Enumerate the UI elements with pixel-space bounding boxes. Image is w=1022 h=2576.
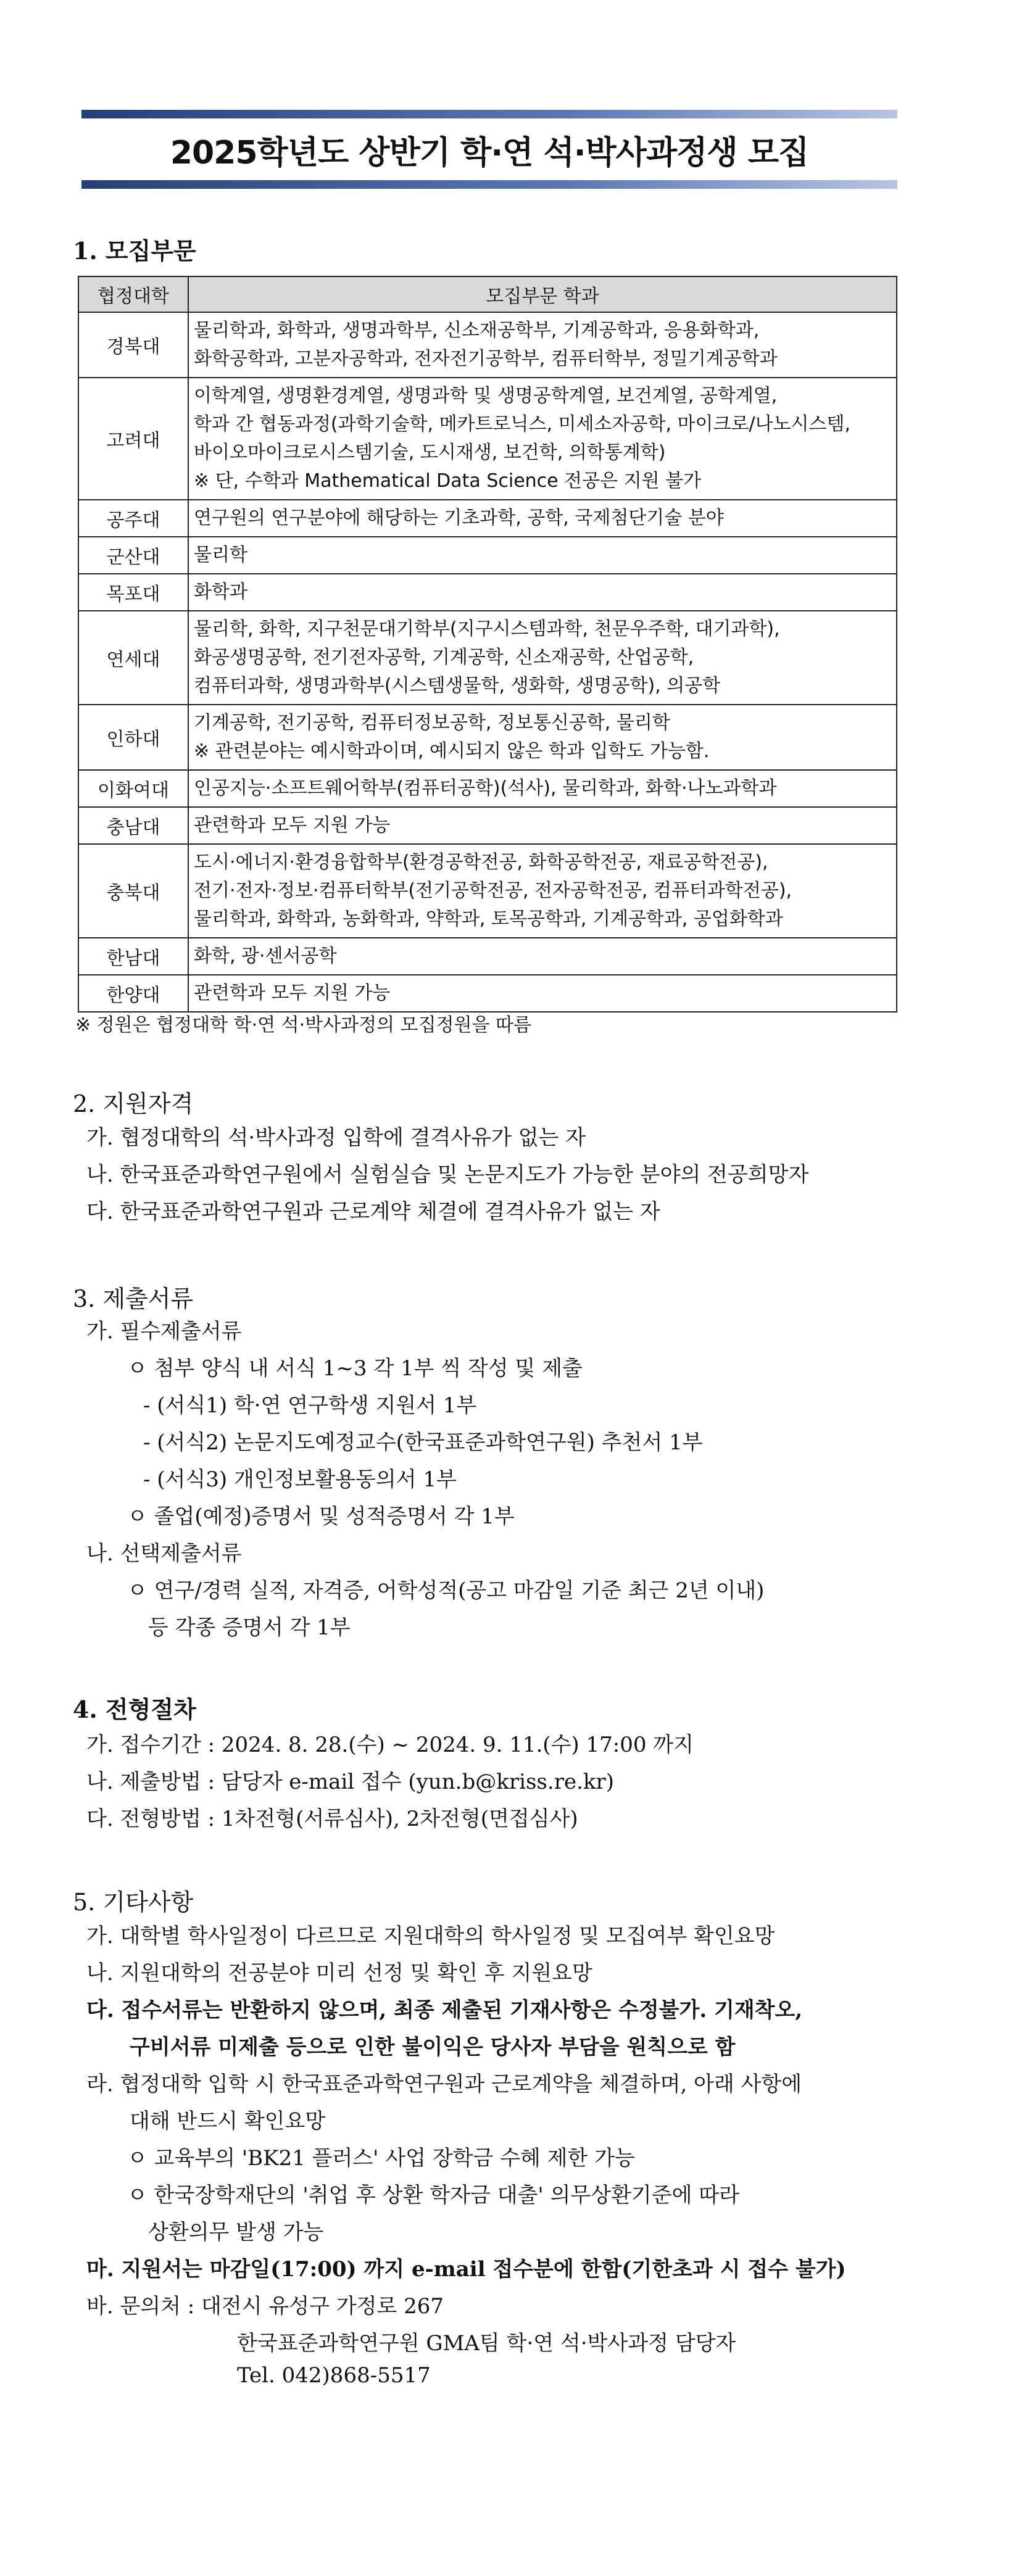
misc-line: 마. 지원서는 마감일(17:00) 까지 e-mail 접수분에 한함(기한초과 시 접수 불가) bbox=[86, 2257, 846, 2282]
procedure-line: 나. 제출방법 : 담당자 e-mail 접수 (yun.b@kriss.re.kr) bbox=[86, 1770, 614, 1794]
department-line: 물리학과, 화학과, 생명과학부, 신소재공학부, 기계공학과, 응용화학과, bbox=[194, 320, 760, 341]
misc-line: 가. 대학별 학사일정이 다르므로 지원대학의 학사일정 및 모집여부 확인요망 bbox=[86, 1924, 775, 1949]
university-cell: 인하대 bbox=[78, 705, 188, 770]
table-row bbox=[78, 378, 897, 500]
title-bar-top bbox=[81, 110, 897, 118]
recruit-table bbox=[78, 276, 897, 1013]
departments-cell bbox=[188, 378, 897, 500]
university-cell: 고려대 bbox=[78, 378, 188, 500]
misc-line: ㅇ 교육부의 'BK21 플러스' 사업 장학금 수혜 제한 가능 bbox=[127, 2146, 635, 2171]
university-cell: 충북대 bbox=[78, 844, 188, 938]
university-cell: 군산대 bbox=[78, 537, 188, 574]
departments-cell bbox=[188, 975, 897, 1012]
table-row bbox=[78, 705, 897, 770]
section1-heading: 1. 모집부문 bbox=[73, 237, 196, 265]
table-row bbox=[78, 844, 897, 938]
recruit-table-body bbox=[78, 312, 897, 1012]
table-row bbox=[78, 500, 897, 537]
department-line: 연구원의 연구분야에 해당하는 기초과학, 공학, 국제첨단기술 분야 bbox=[194, 507, 724, 529]
table-row bbox=[78, 807, 897, 844]
table-row bbox=[78, 574, 897, 611]
table-row bbox=[78, 611, 897, 705]
table-row bbox=[78, 938, 897, 975]
university-cell: 공주대 bbox=[78, 500, 188, 537]
department-line: 기계공학, 전기공학, 컴퓨터정보공학, 정보통신공학, 물리학 bbox=[194, 712, 670, 734]
section5-heading: 5. 기타사항 bbox=[73, 1889, 194, 1916]
misc-line: 나. 지원대학의 전공분야 미리 선정 및 확인 후 지원요망 bbox=[86, 1961, 592, 1986]
department-line: 관련학과 모두 지원 가능 bbox=[194, 982, 391, 1004]
university-cell: 한남대 bbox=[78, 938, 188, 975]
university-cell: 경북대 bbox=[78, 312, 188, 378]
departments-cell bbox=[188, 500, 897, 537]
table-row bbox=[78, 537, 897, 574]
misc-line: 상환의무 발생 가능 bbox=[148, 2220, 324, 2245]
docs-line: ㅇ 첨부 양식 내 서식 1~3 각 1부 씩 작성 및 제출 bbox=[127, 1356, 583, 1381]
docs-line: ㅇ 졸업(예정)증명서 및 성적증명서 각 1부 bbox=[127, 1504, 515, 1529]
department-line: ※ 관련분야는 예시학과이며, 예시되지 않은 학과 입학도 가능함. bbox=[194, 740, 710, 762]
section3-heading: 3. 제출서류 bbox=[73, 1285, 194, 1312]
docs-line: 나. 선택제출서류 bbox=[86, 1541, 242, 1566]
docs-line: 등 각종 증명서 각 1부 bbox=[148, 1615, 351, 1640]
misc-line: 바. 문의처 : 대전시 유성구 가정로 267 bbox=[86, 2294, 444, 2319]
departments-cell bbox=[188, 807, 897, 844]
contact-line: Tel. 042)868-5517 bbox=[237, 2363, 431, 2388]
department-line: 화학, 광·센서공학 bbox=[194, 945, 337, 967]
title-block bbox=[81, 110, 897, 189]
department-line: 화공생명공학, 전기전자공학, 기계공학, 신소재공학, 산업공학, bbox=[194, 647, 694, 668]
department-line: 물리학과, 화학과, 농화학과, 약학과, 토목공학과, 기계공학과, 공업화학과 bbox=[194, 908, 783, 930]
table-header-row bbox=[78, 276, 897, 312]
table-footnote: ※ 정원은 협정대학 학·연 석·박사과정의 모집정원을 따름 bbox=[75, 1014, 531, 1036]
misc-line: ㅇ 한국장학재단의 '취업 후 상환 학자금 대출' 의무상환기준에 따라 bbox=[127, 2183, 739, 2208]
misc-line: 구비서류 미제출 등으로 인한 불이익은 당사자 부담을 원칙으로 함 bbox=[130, 2035, 736, 2060]
department-line: 전기·전자·정보·컴퓨터학부(전기공학전공, 전자공학전공, 컴퓨터과학전공), bbox=[194, 880, 792, 901]
misc-line: 대해 반드시 확인요망 bbox=[130, 2109, 326, 2134]
contact-line: 한국표준과학연구원 GMA팀 학·연 석·박사과정 담당자 bbox=[237, 2331, 736, 2356]
department-line: 화학과 bbox=[194, 581, 247, 603]
section4-heading: 4. 전형절차 bbox=[73, 1696, 196, 1723]
title-bar-bottom bbox=[81, 180, 897, 189]
department-line: 컴퓨터과학, 생명과학부(시스템생물학, 생화학, 생명공학), 의공학 bbox=[194, 675, 721, 697]
qualification-item: 가. 협정대학의 석·박사과정 입학에 결격사유가 없는 자 bbox=[86, 1125, 586, 1150]
docs-line: - (서식3) 개인정보활용동의서 1부 bbox=[143, 1467, 457, 1492]
department-line: 이학계열, 생명환경계열, 생명과학 및 생명공학계열, 보건계열, 공학계열, bbox=[194, 385, 778, 407]
page-title: 2025학년도 상반기 학·연 석·박사과정생 모집 bbox=[170, 134, 809, 172]
university-cell: 연세대 bbox=[78, 611, 188, 705]
university-cell: 목포대 bbox=[78, 574, 188, 611]
university-cell: 한양대 bbox=[78, 975, 188, 1012]
departments-cell bbox=[188, 938, 897, 975]
table-row bbox=[78, 975, 897, 1012]
department-line: 화학공학과, 고분자공학과, 전자전기공학부, 컴퓨터학부, 정밀기계공학과 bbox=[194, 348, 778, 370]
department-line: 바이오마이크로시스템기술, 도시재생, 보건학, 의학통계학) bbox=[194, 442, 666, 463]
department-line: ※ 단, 수학과 Mathematical Data Science 전공은 지원 불가 bbox=[194, 470, 702, 492]
section2-heading: 2. 지원자격 bbox=[73, 1090, 194, 1117]
department-line: 관련학과 모두 지원 가능 bbox=[194, 814, 391, 836]
department-line: 물리학, 화학, 지구천문대기학부(지구시스템과학, 천문우주학, 대기과학), bbox=[194, 618, 780, 640]
misc-line: 다. 접수서류는 반환하지 않으며, 최종 제출된 기재사항은 수정불가. 기재착오, bbox=[86, 1998, 803, 2023]
col-dept-header: 모집부문 학과 bbox=[188, 276, 897, 312]
departments-cell bbox=[188, 537, 897, 574]
col-univ-header: 협정대학 bbox=[78, 276, 188, 312]
department-line: 물리학 bbox=[194, 544, 247, 566]
departments-cell bbox=[188, 611, 897, 705]
departments-cell bbox=[188, 705, 897, 770]
misc-line: 라. 협정대학 입학 시 한국표준과학연구원과 근로계약을 체결하며, 아래 사항에 bbox=[86, 2072, 802, 2097]
departments-cell bbox=[188, 574, 897, 611]
departments-cell bbox=[188, 770, 897, 807]
table-row bbox=[78, 312, 897, 378]
department-line: 인공지능·소프트웨어학부(컴퓨터공학)(석사), 물리학과, 화학·나노과학과 bbox=[194, 777, 777, 799]
university-cell: 충남대 bbox=[78, 807, 188, 844]
qualification-item: 나. 한국표준과학연구원에서 실험실습 및 논문지도가 가능한 분야의 전공희망자 bbox=[86, 1162, 809, 1187]
docs-line: - (서식1) 학·연 연구학생 지원서 1부 bbox=[143, 1393, 477, 1418]
university-cell: 이화여대 bbox=[78, 770, 188, 807]
docs-line: - (서식2) 논문지도예정교수(한국표준과학연구원) 추천서 1부 bbox=[143, 1430, 703, 1455]
department-line: 학과 간 협동과정(과학기술학, 메카트로닉스, 미세소자공학, 마이크로/나노시스템, bbox=[194, 413, 850, 435]
departments-cell bbox=[188, 312, 897, 378]
procedure-line: 가. 접수기간 : 2024. 8. 28.(수) ~ 2024. 9. 11.(수) 17:00 까지 bbox=[86, 1733, 694, 1757]
departments-cell bbox=[188, 844, 897, 938]
procedure-line: 다. 전형방법 : 1차전형(서류심사), 2차전형(면접심사) bbox=[86, 1807, 578, 1831]
docs-line: 가. 필수제출서류 bbox=[86, 1319, 242, 1344]
qualification-item: 다. 한국표준과학연구원과 근로계약 체결에 결격사유가 없는 자 bbox=[86, 1199, 660, 1224]
table-row bbox=[78, 770, 897, 807]
department-line: 도시·에너지·환경융합학부(환경공학전공, 화학공학전공, 재료공학전공), bbox=[194, 851, 768, 873]
docs-line: ㅇ 연구/경력 실적, 자격증, 어학성적(공고 마감일 기준 최근 2년 이내) bbox=[127, 1578, 765, 1603]
